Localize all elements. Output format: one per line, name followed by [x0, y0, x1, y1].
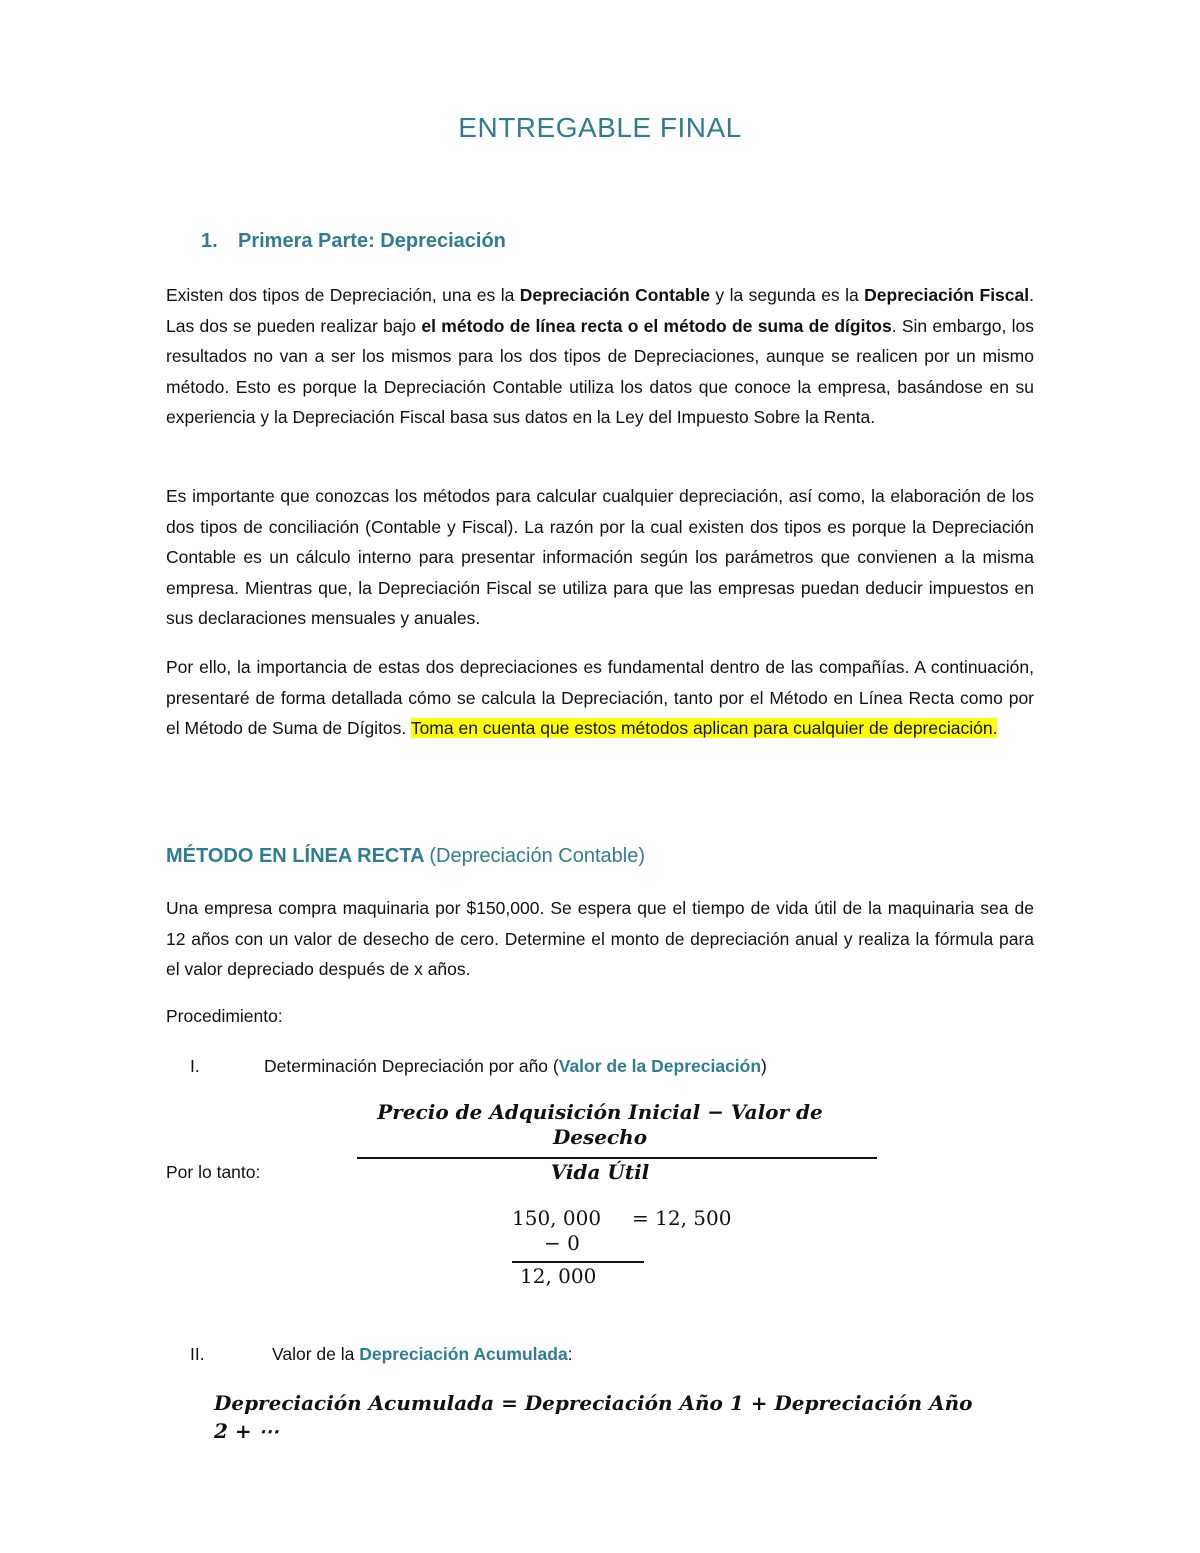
calc-fraction-line [512, 1261, 644, 1263]
formula-1-fraction-line [357, 1157, 877, 1159]
formula-1-numerator [300, 1100, 900, 1150]
paragraph-1 [166, 280, 1034, 433]
section-1-heading: Primera Parte: Depreciación [238, 230, 506, 252]
procedure-label: Procedimiento: [166, 1006, 283, 1026]
step-1-close: ) [761, 1056, 767, 1076]
formula-1-denominator: Vida Útil [550, 1160, 650, 1184]
step-2-numeral: II. [190, 1344, 205, 1364]
formula-2-line-1: Depreciación Acumulada = Depreciación Año 1 + Depreciación Año [214, 1391, 973, 1415]
section-2-heading-paren: (Depreciación Contable) [429, 845, 646, 867]
p1-bold-fiscal: Depreciación Fiscal [864, 285, 1030, 305]
p1-text-3: . Las dos se pueden realizar bajo [166, 285, 1034, 336]
calc-numerator: 150, 000 [512, 1206, 602, 1230]
calc-result: = 12, 500 [632, 1206, 732, 1230]
step-1-line [264, 1056, 767, 1077]
p3-highlight: Toma en cuenta que estos métodos aplican para cualquier de depreciación. [410, 718, 998, 738]
step-2-text: Valor de la [272, 1344, 360, 1364]
p1-text-2: y la segunda es la [709, 285, 865, 305]
section-2-heading [166, 845, 645, 868]
step-1-numeral: I. [190, 1056, 200, 1076]
formula-1-lead: Por lo tanto: [166, 1162, 261, 1182]
section-2-heading-main: MÉTODO EN LÍNEA RECTA [166, 845, 424, 867]
step-2-close: : [567, 1344, 573, 1364]
p1-text-4: . Sin embargo, los resultados no van a ser los mismos para los dos tipos de Depreciaciones, aunque se realicen por un mismo método. Esto es porque la Depreciación Contable utiliza los datos que conoce la empresa, basándose en su experiencia y la Depreciación Fiscal basa sus datos en la Ley del Impuesto Sobre la Renta. [166, 315, 1035, 427]
formula-2-line-2: 2 + ⋯ [214, 1419, 279, 1443]
step-1-text: Determinación Depreciación por año ( [264, 1056, 559, 1076]
p1-bold-methods: el método de línea recta o el método de suma de dígitos [421, 315, 892, 336]
step-1-colored: Valor de la Depreciación [558, 1056, 762, 1076]
p1-bold-contable: Depreciación Contable [519, 285, 710, 305]
formula-1-numerator-line-2: Desecho [552, 1125, 648, 1149]
formula-1-numerator-line-1: Precio de Adquisición Inicial − Valor de [377, 1100, 823, 1124]
paragraph-3 [166, 652, 1034, 744]
formula-2 [214, 1389, 1044, 1445]
p1-text-1: Existen dos tipos de Depreciación, una es la [166, 285, 520, 305]
section-1-number: 1. [201, 230, 218, 252]
step-2-colored: Depreciación Acumulada [359, 1344, 568, 1364]
calc-denominator: 12, 000 [520, 1264, 597, 1288]
step-2-line [272, 1344, 573, 1365]
document-title: ENTREGABLE FINAL [458, 112, 742, 143]
p3-text: Por ello, la importancia de estas dos depreciaciones es fundamental dentro de las compañías. A continuación, presentaré de forma detallada cómo se calcula la Depreciación, tanto por el Método en Línea Recta como por el Método de Suma de Dígitos. [166, 657, 1034, 738]
calc-minus: − 0 [544, 1231, 580, 1255]
problem-statement: Una empresa compra maquinaria por $150,000. Se espera que el tiempo de vida útil de la maquinaria sea de 12 años con un valor de desecho de cero. Determine el monto de depreciación anual y realiza la fórmula para el valor depreciado después de x años. [166, 898, 1034, 979]
paragraph-2: Es importante que conozcas los métodos para calcular cualquier depreciación, así como, la elaboración de los dos tipos de conciliación (Contable y Fiscal). La razón por la cual existen dos tipos es porque la Depreciación Contable es un cálculo interno para presentar información según los parámetros que convienen a la misma empresa. Mientras que, la Depreciación Fiscal se utiliza para que las empresas puedan deducir impuestos en sus declaraciones mensuales y anuales. [166, 486, 1034, 628]
